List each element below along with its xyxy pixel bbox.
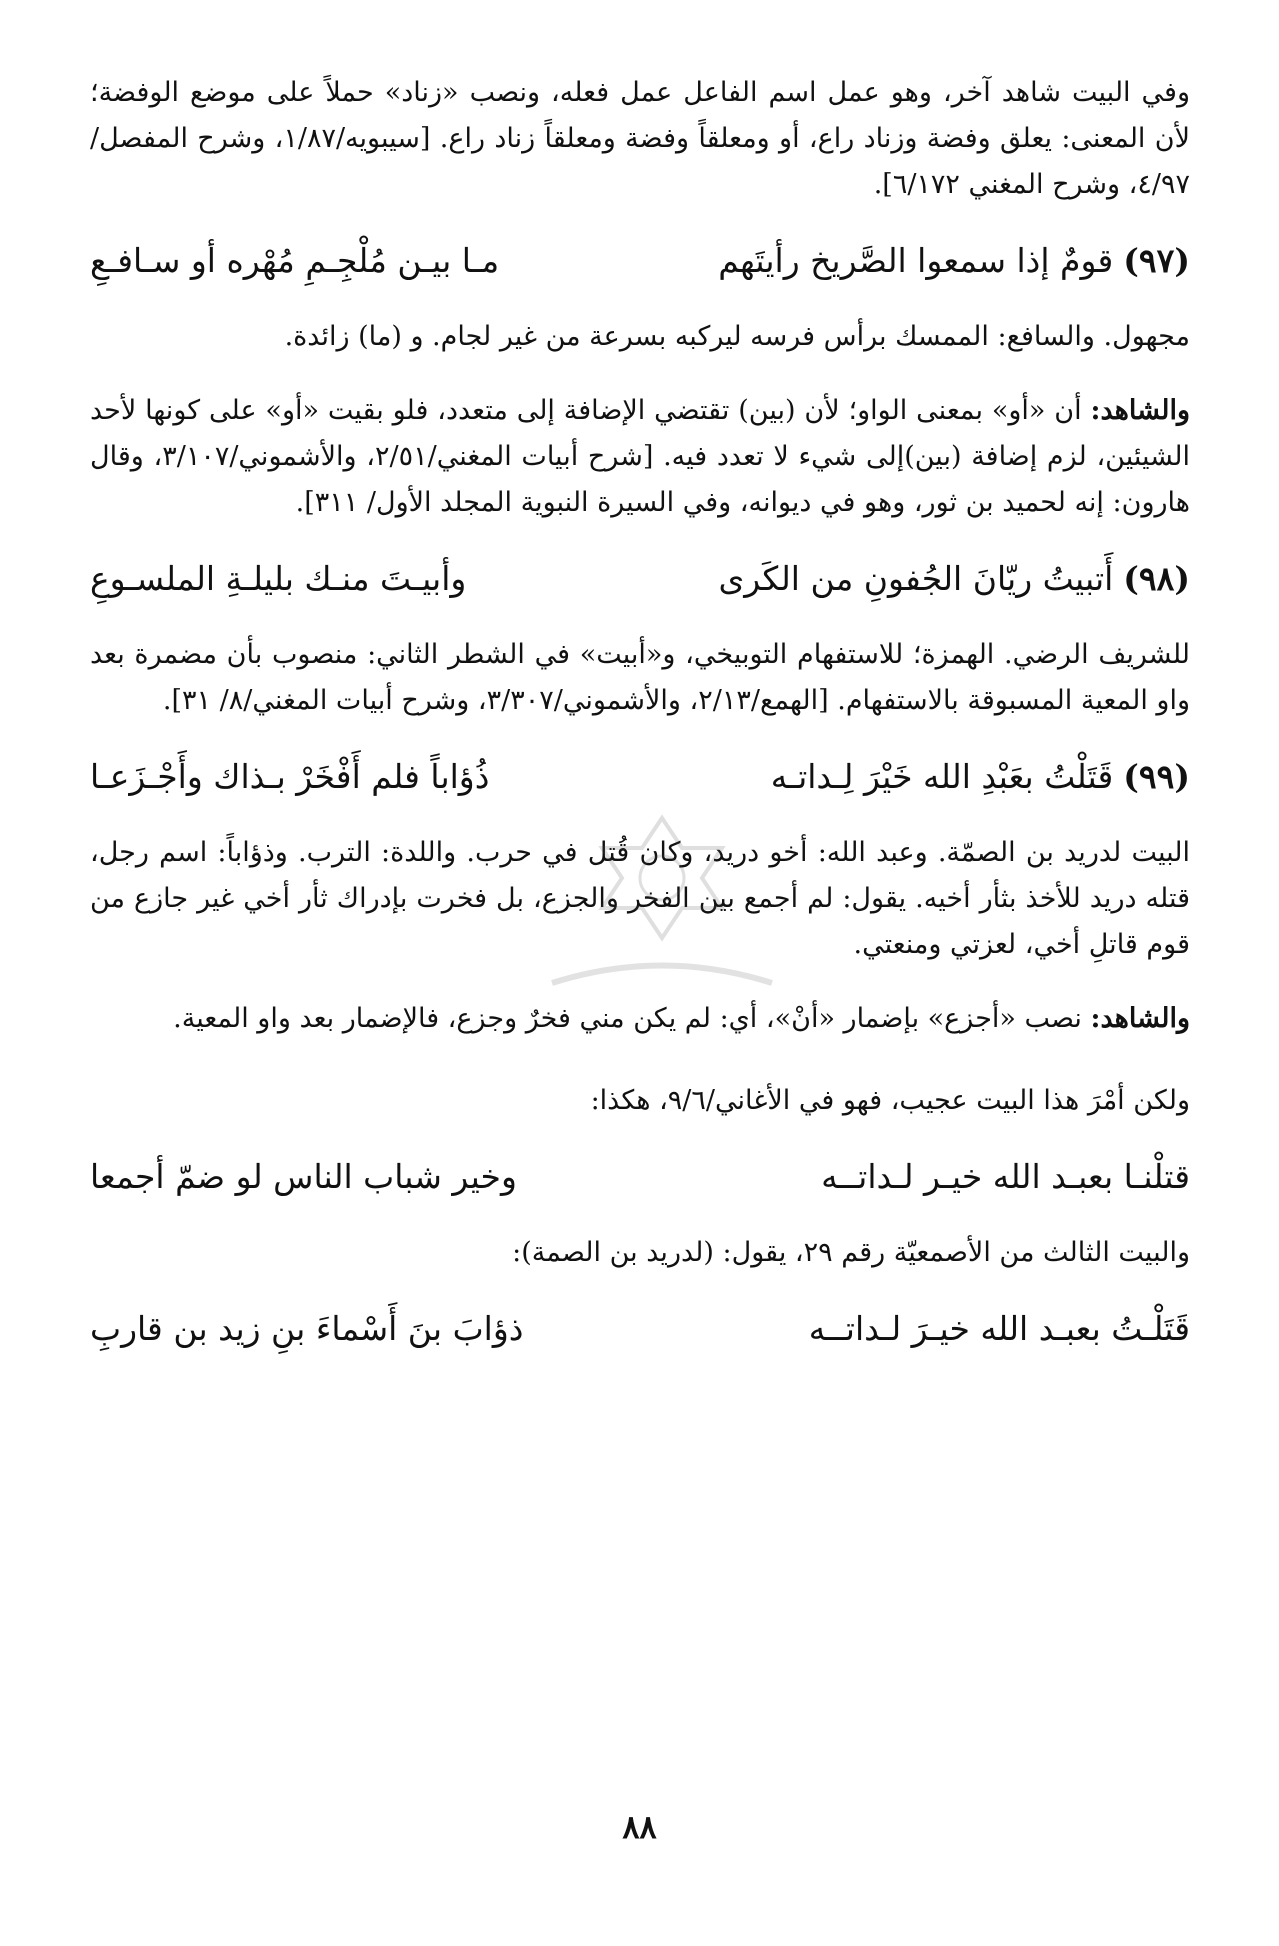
- verse-98: [90, 554, 1190, 604]
- verse-second-hemistich: وخير شباب الناس لو ضمّ أجمعا: [89, 1157, 517, 1196]
- verse-first-hemistich: قَتَلْتُ بعَبْدِ الله خَيْرَ لِـداتـه: [770, 757, 1114, 796]
- verse-first-hemistich: قتلْنـا بعبـد الله خيـر لـداتــه: [821, 1157, 1190, 1196]
- page-number: ٨٨: [622, 1808, 657, 1846]
- verse-first-hemistich: قَتَلْـتُ بعبـد الله خيـرَ لـداتــه: [808, 1309, 1190, 1348]
- verse-aghani: [90, 1152, 1190, 1202]
- paragraph-verse-97-note: مجهول. والسافع: الممسك برأس فرسه ليركبه بسرعة من غير لجام. و (ما) زائدة.: [284, 321, 1190, 352]
- evidence-text: أن «أو» بمعنى الواو؛ لأن (بين) تقتضي الإضافة إلى متعدد، فلو بقيت «أو» على كونها لأحد الشيئين، لزم إضافة (بين)إلى شيء لا تعدد فيه. [شرح أبيات المغني/٢/٥١، والأشموني/٣/١٠٧، وقال هارون: إنه لحميد بن ثور، وهو في ديوانه، وفي السيرة النبوية المجلد الأول/ ٣١١].: [90, 395, 1190, 518]
- verse-second-hemistich: ذُؤاباً فلم أَفْخَرْ بـذاك وأَجْـزَعـا: [89, 757, 490, 796]
- verse-97: [90, 236, 1190, 286]
- paragraph-verse-98-note: للشريف الرضي. الهمزة؛ للاستفهام التوبيخي، و«أبيت» في الشطر الثاني: منصوب بأن مضمرة بعد واو المعية المسبوقة بالاستفهام. [الهمع/٢/١٣، والأشموني/٣/٣٠٧، وشرح أبيات المغني/٨/ ٣١].: [90, 639, 1190, 716]
- paragraph-verse-99-note: البيت لدريد بن الصمّة. وعبد الله: أخو دريد، وكان قُتل في حرب. واللدة: الترب. وذؤاباً: اسم رجل، قتله دريد للأخذ بثأر أخيه. يقول: لم أجمع بين الفخر والجزع، بل فخرت بإدراك ثأر أخي غير جازع من قوم قاتلِ أخي، لعزتي ومنعتي.: [90, 837, 1190, 960]
- paragraph-verse-97-evidence: [90, 388, 1190, 526]
- evidence-label: والشاهد:: [1090, 395, 1190, 426]
- verse-first-hemistich: قومٌ إذا سمعوا الصَّريخ رأيتَهم: [718, 241, 1114, 280]
- verse-second-hemistich: مـا بيـن مُلْجِـمِ مُهْره أو سـافـعِ: [90, 241, 500, 280]
- evidence-label: والشاهد:: [1090, 1003, 1190, 1034]
- paragraph-aghani-note: ولكن أمْرَ هذا البيت عجيب، فهو في الأغاني/٩/٦، هكذا:: [590, 1085, 1190, 1116]
- paragraph-evidence-intro: وفي البيت شاهد آخر، وهو عمل اسم الفاعل عمل فعله، ونصب «زناد» حملاً على موضع الوفضة؛ لأن المعنى: يعلق وفضة وزناد راع، أو ومعلقاً وفضة ومعلقاً زناد راع. [سيبويه/١/٨٧، وشرح المفصل/٤/٩٧، وشرح المغني ٦/١٧٢].: [90, 77, 1190, 200]
- library-seal-watermark: [532, 808, 792, 1008]
- verse-second-hemistich: ذؤابَ بنَ أَسْماءَ بنِ زيد بن قاربِ: [90, 1309, 524, 1348]
- verse-number: (٩٧): [1123, 241, 1190, 280]
- verse-number: (٩٨): [1123, 559, 1190, 598]
- page-body: [90, 70, 1190, 1354]
- verse-first-hemistich: أَتبيتُ ريّانَ الجُفونِ من الكَرى: [718, 559, 1114, 598]
- verse-second-hemistich: وأبيـتَ منـك بليلـةِ الملسـوعِ: [89, 559, 467, 598]
- evidence-text: نصب «أجزع» بإضمار «أنْ»، أي: لم يكن مني فخرٌ وجزع، فالإضمار بعد واو المعية.: [173, 1003, 1082, 1034]
- verse-number: (٩٩): [1123, 757, 1190, 796]
- verse-99: [90, 752, 1190, 802]
- verse-asmaiyya: [90, 1304, 1190, 1354]
- paragraph-asmaiyya-note: والبيت الثالث من الأصمعيّة رقم ٢٩، يقول: (لدريد بن الصمة):: [512, 1237, 1190, 1268]
